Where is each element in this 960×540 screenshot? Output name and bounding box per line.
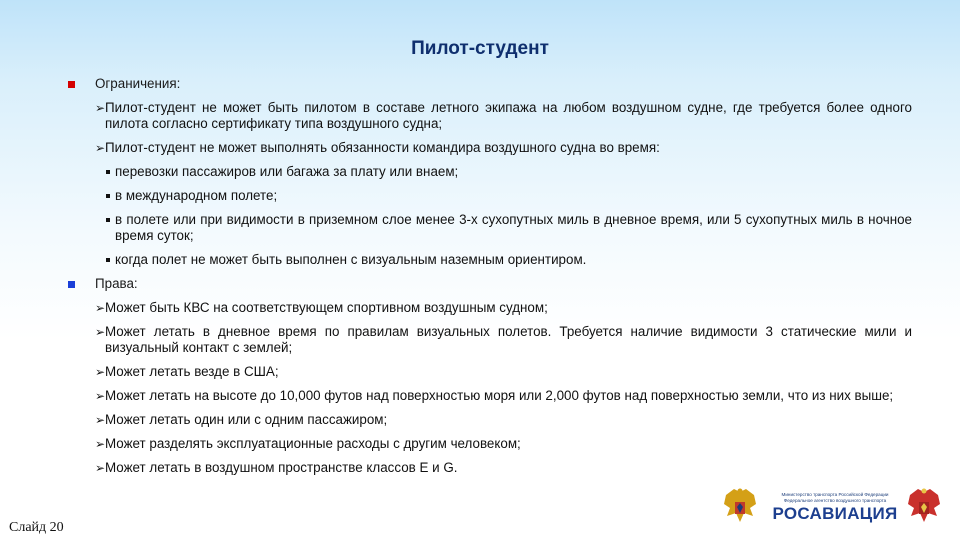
agency-name: РОСАВИАЦИЯ [772,504,898,523]
restriction-subitem-text: когда полет не может быть выполнен с визуальным наземным ориентиром. [115,252,587,267]
rosaviatsia-logo [718,486,948,532]
arrow-bullet-icon: ➢ [95,461,106,475]
rights-item [95,412,912,428]
restriction-subitem [105,212,912,244]
rights-item-text: Может летать везде в США; [105,364,279,379]
restriction-item [95,140,912,156]
arrow-bullet-icon: ➢ [95,365,106,379]
rights-item-text: Может разделять эксплуатационные расходы с другим человеком; [105,436,521,451]
rights-item-text: Может летать в дневное время по правилам визуальных полетов. Требуется наличие видимости 3 статические мили и визуальный контакт с землей; [105,324,912,355]
rights-item [95,460,912,476]
double-headed-eagle-icon [720,486,760,530]
rights-item-text: Может летать один или с одним пассажиром; [105,412,388,427]
restriction-item-text: Пилот-студент не может выполнять обязанности командира воздушного судна во время: [105,140,660,155]
blue-square-bullet-icon [68,281,75,288]
arrow-bullet-icon: ➢ [95,389,106,403]
arrow-bullet-icon: ➢ [95,413,106,427]
restriction-subitem-text: перевозки пассажиров или багажа за плату или внаем; [115,164,459,179]
square-bullet-icon [106,258,110,262]
slide-title: Пилот-студент [411,38,549,59]
rights-item [95,436,912,452]
arrow-bullet-icon: ➢ [95,325,106,339]
restriction-subitem [105,164,912,180]
restrictions-heading [66,76,912,92]
arrow-bullet-icon: ➢ [95,437,106,451]
slide-number: Слайд 20 [9,520,64,535]
restriction-subitem-text: в полете или при видимости в приземном слое менее 3-х сухопутных миль в дневное время, или 5 сухопутных миль в ночное время суток; [115,212,912,243]
restriction-item [95,100,912,132]
restrictions-heading-text: Ограничения: [95,76,181,91]
rights-item [95,388,912,404]
restriction-subitem [105,188,912,204]
rights-item [95,364,912,380]
arrow-bullet-icon: ➢ [95,301,106,315]
rights-heading-text: Права: [95,276,138,291]
square-bullet-icon [106,194,110,198]
rights-item [95,300,912,316]
square-bullet-icon [106,218,110,222]
arrow-bullet-icon: ➢ [95,101,106,115]
rights-item-text: Может летать на высоте до 10,000 футов над поверхностью моря или 2,000 футов над поверхностью земли, что из них выше; [105,388,894,403]
red-square-bullet-icon [68,81,75,88]
square-bullet-icon [106,170,110,174]
rights-item-text: Может летать в воздушном пространстве классов E и G. [105,460,458,475]
arrow-bullet-icon: ➢ [95,141,106,155]
restriction-subitem [105,252,912,268]
slide-content [66,76,912,484]
rights-item-text: Может быть КВС на соответствующем спортивном воздушным судном; [105,300,548,315]
agency-subtitle: Министерство транспорта Российской Федерации Федеральное агентство воздушного транспорта [781,492,889,503]
rights-heading [66,276,912,292]
rights-item [95,324,912,356]
restriction-subitem-text: в международном полете; [115,188,278,203]
restriction-item-text: Пилот-студент не может быть пилотом в составе летного экипажа на любом воздушном судне, где требуется более одного пилота согласно сертификату типа воздушного судна; [105,100,912,131]
double-headed-eagle-icon [904,486,944,530]
